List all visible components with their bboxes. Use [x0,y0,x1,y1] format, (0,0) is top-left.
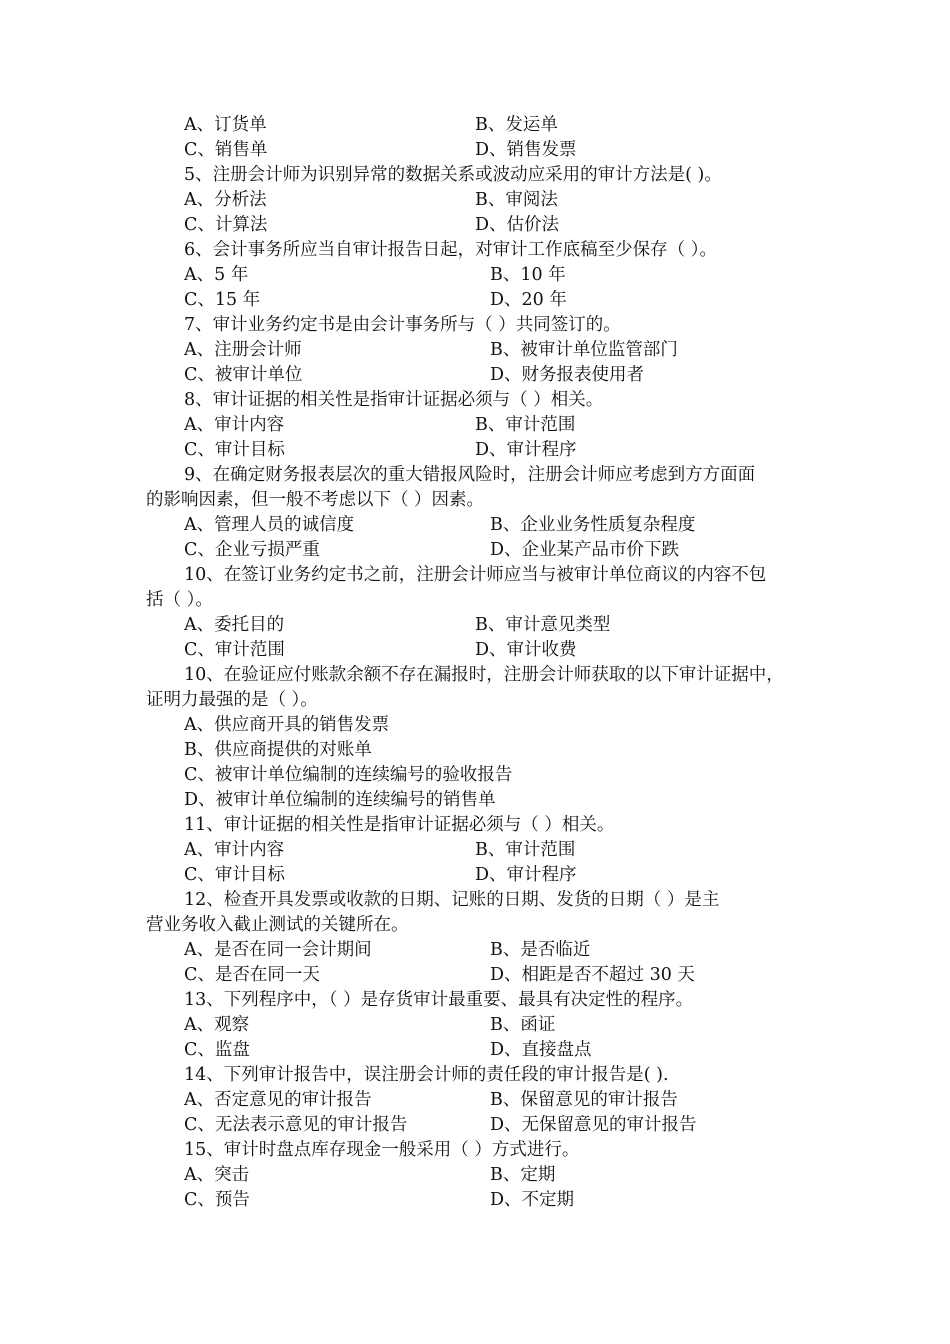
option-d: D、20 年 [490,290,567,310]
option-a: A、注册会计师 [184,340,302,360]
option-d: D、直接盘点 [490,1040,592,1060]
option-d: D、销售发票 [475,140,577,160]
question-10b-cont: 证明力最强的是（ ）。 [146,690,318,710]
question-10-cont: 括（ ）。 [146,590,213,610]
question-12: 12、检查开具发票或收款的日期、记账的日期、发货的日期（ ）是主 [184,890,720,910]
question-15: 15、审计时盘点库存现金一般采用（ ）方式进行。 [184,1140,580,1160]
option-d: D、审计程序 [475,440,577,460]
option-b: B、保留意见的审计报告 [490,1090,678,1110]
question-10b: 10、在验证应付账款余额不存在漏报时，注册会计师获取的以下审计证据中， [184,665,784,685]
question-6: 6、会计事务所应当自审计报告日起，对审计工作底稿至少保存（ ）。 [184,240,717,260]
option-d: D、审计收费 [475,640,577,660]
option-a: A、分析法 [184,190,267,210]
option-c: C、无法表示意见的审计报告 [184,1115,408,1135]
option-c: C、预告 [184,1190,250,1210]
option-d: D、无保留意见的审计报告 [490,1115,697,1135]
question-12-cont: 营业务收入截止测试的关键所在。 [146,915,409,935]
option-c: C、企业亏损严重 [184,540,320,560]
question-10: 10、在签订业务约定书之前，注册会计师应当与被审计单位商议的内容不包 [184,565,767,585]
option-b: B、审计范围 [475,840,576,860]
option-d: D、被审计单位编制的连续编号的销售单 [184,790,496,810]
option-c: C、被审计单位 [184,365,303,385]
option-c: C、15 年 [184,290,261,310]
option-a: A、否定意见的审计报告 [184,1090,372,1110]
option-c: C、被审计单位编制的连续编号的验收报告 [184,765,513,785]
option-a: A、供应商开具的销售发票 [184,715,390,735]
option-d: D、审计程序 [475,865,577,885]
option-a: A、是否在同一会计期间 [184,940,372,960]
option-b: B、审计范围 [475,415,576,435]
question-14: 14、下列审计报告中，误注册会计师的责任段的审计报告是( ). [184,1065,669,1085]
option-c: C、审计目标 [184,440,285,460]
option-c: C、销售单 [184,140,268,160]
option-b: B、被审计单位监管部门 [490,340,678,360]
question-9-cont: 的影响因素，但一般不考虑以下（ ）因素。 [146,490,485,510]
option-a: A、审计内容 [184,415,285,435]
option-b: B、发运单 [475,115,558,135]
question-11: 11、审计证据的相关性是指审计证据必须与（ ）相关。 [184,815,615,835]
option-a: A、委托目的 [184,615,285,635]
option-d: D、相距是否不超过 30 天 [490,965,695,985]
option-c: C、审计范围 [184,640,285,660]
option-d: D、财务报表使用者 [490,365,645,385]
option-b: B、审阅法 [475,190,558,210]
option-d: D、不定期 [490,1190,575,1210]
question-9: 9、在确定财务报表层次的重大错报风险时，注册会计师应考虑到方方面面 [184,465,756,485]
option-d: D、估价法 [475,215,560,235]
question-7: 7、审计业务约定书是由会计事务所与（ ）共同签订的。 [184,315,621,335]
option-a: A、观察 [184,1015,250,1035]
option-b: B、企业业务性质复杂程度 [490,515,696,535]
option-b: B、是否临近 [490,940,591,960]
question-13: 13、下列程序中，（ ）是存货审计最重要、最具有决定性的程序。 [184,990,694,1010]
option-d: D、企业某产品市价下跌 [490,540,680,560]
option-b: B、供应商提供的对账单 [184,740,372,760]
option-a: A、审计内容 [184,840,285,860]
option-a: A、管理人员的诚信度 [184,515,355,535]
question-8: 8、审计证据的相关性是指审计证据必须与（ ）相关。 [184,390,604,410]
option-b: B、审计意见类型 [475,615,611,635]
option-a: A、5 年 [184,265,249,285]
question-5: 5、注册会计师为识别异常的数据关系或波动应采用的审计方法是( )。 [184,165,722,185]
option-b: B、10 年 [490,265,566,285]
option-b: B、函证 [490,1015,556,1035]
option-c: C、是否在同一天 [184,965,320,985]
option-c: C、计算法 [184,215,268,235]
option-a: A、突击 [184,1165,250,1185]
option-c: C、监盘 [184,1040,250,1060]
option-a: A、订货单 [184,115,267,135]
option-c: C、审计目标 [184,865,285,885]
option-b: B、定期 [490,1165,556,1185]
